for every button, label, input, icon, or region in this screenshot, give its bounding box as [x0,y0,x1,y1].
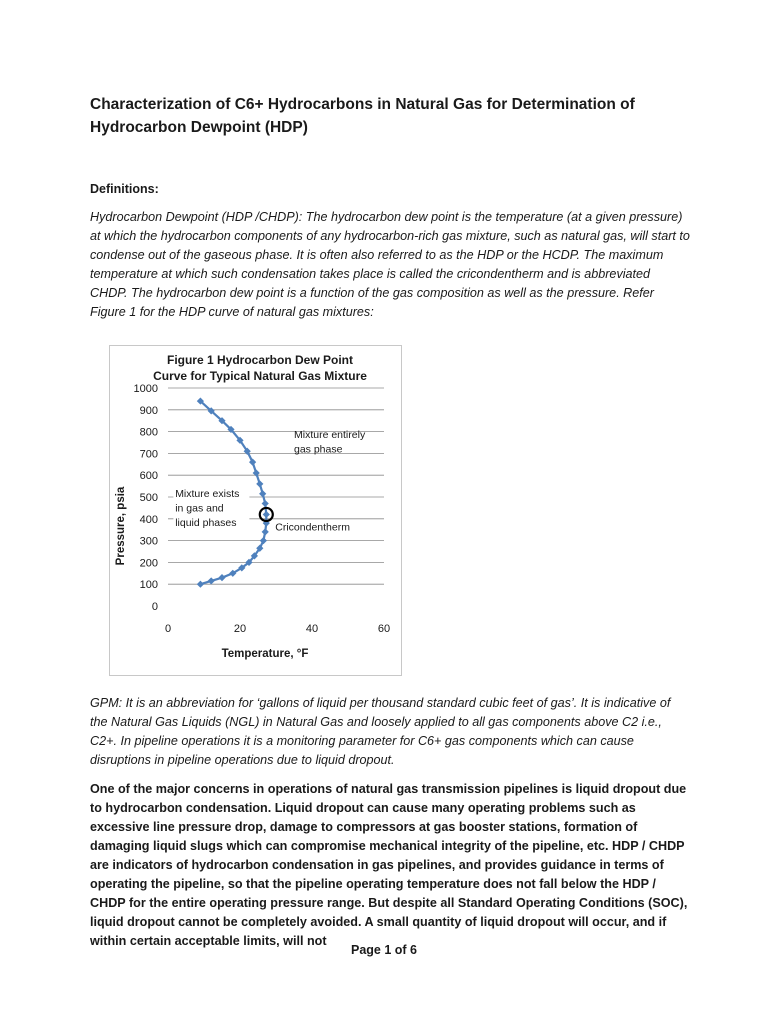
concerns-paragraph: One of the major concerns in operations of natural gas transmission pipelines is liquid dropout due to hydrocarbon condensation. Liquid dropout can cause many operating problems such as excessive line pressure drop, damage to compressors at gas booster stations, formation of damaging liquid slugs which can compromise mechanical integrity of the pipeline, etc. HDP / CHDP are indicators of hydrocarbon condensation in gas pipelines, and provides guidance in terms of operating the pipeline, so that the pipeline operating temperature does not fall below the HDP / CHDP for the entire operating pressure range. But despite all Standard Operating Conditions (SOC), liquid dropout cannot be completely avoided. A small quantity of liquid dropout will occur, and if within certain acceptable limits, will not [90,782,688,948]
y-tick-label: 100 [139,579,158,592]
hdp-data-point [197,581,204,588]
annotation-gas-phase-line-1: Mixture entirely [294,429,366,442]
chart-title-line-1: Figure 1 Hydrocarbon Dew Point [166,353,354,367]
hdp-data-point [259,490,266,497]
hdp-chart-svg [110,346,401,675]
figure-1-chart [109,345,402,676]
annotation-two-phase-line-1: Mixture exists [175,488,240,500]
hdp-data-point [260,537,267,544]
title-line-2: Hydrocarbon Dewpoint (HDP) [90,119,308,136]
chart-grid [168,388,384,584]
hdp-data-point [263,511,270,518]
y-tick-label: 200 [139,557,158,570]
title-line-1: Characterization of C6+ Hydrocarbons in Natural Gas for Determination of [90,96,635,113]
annotation-two-phase-line-2: in gas and [175,502,224,515]
y-tick-label: 700 [139,448,158,461]
hdp-data-point [249,459,256,466]
chart-title-line-2: Curve for Typical Natural Gas Mixture [153,369,367,383]
definitions-heading: Definitions: [90,182,159,196]
gpm-definition-paragraph: GPM: It is an abbreviation for ‘gallons of liquid per thousand standard cubic feet of gas’. It is indicative of the Natural Gas Liquids (NGL) in Natural Gas and loosely applied to all gas components above C2 i.e., C2+. In pipeline operations it is a monitoring parameter for C6+ gas components which can cause disruptions in pipeline operations due to liquid dropout. [90,696,671,767]
y-tick-label: 1000 [133,383,158,395]
y-tick-label: 900 [139,404,158,417]
page-footer: Page 1 of 6 [351,943,417,957]
hdp-data-point [218,574,225,581]
hdp-data-point [208,577,215,584]
hdp-data-point [262,528,269,535]
x-tick-label: 0 [164,623,172,635]
cricondentherm-label: Cricondentherm [275,521,350,534]
hdp-data-point [262,500,269,507]
hdp-data-point [256,480,263,487]
chart-x-axis-label: Temperature, °F [221,648,309,660]
x-tick-label: 20 [233,623,247,635]
y-tick-label: 600 [139,470,158,483]
y-tick-label: 500 [139,492,158,504]
annotation-two-phase-line-3: liquid phases [175,517,237,530]
hdp-definition-paragraph: Hydrocarbon Dewpoint (HDP /CHDP): The hydrocarbon dew point is the temperature (at a given pressure) at which the hydrocarbon components of any hydrocarbon-rich gas mixture, such as natural gas, will start to condense out of the gaseous phase. It is often also referred to as the HDP or the HCDP. The maximum temperature at which such condensation takes place is called the cricondentherm and is abbreviated CHDP. The hydrocarbon dew point is a function of the gas composition as well as the pressure. Refer Figure 1 for the HDP curve of natural gas mixtures: [90,210,690,319]
y-tick-label: 0 [151,601,158,613]
y-tick-label: 800 [139,426,158,439]
chart-y-axis-label: Pressure, psia [115,486,127,566]
y-tick-label: 400 [139,513,158,526]
annotation-gas-phase-line-2: gas phase [294,443,343,456]
x-tick-label: 40 [305,623,319,635]
x-tick-label: 60 [377,623,391,635]
y-tick-label: 300 [139,535,158,548]
document-title [90,93,690,139]
